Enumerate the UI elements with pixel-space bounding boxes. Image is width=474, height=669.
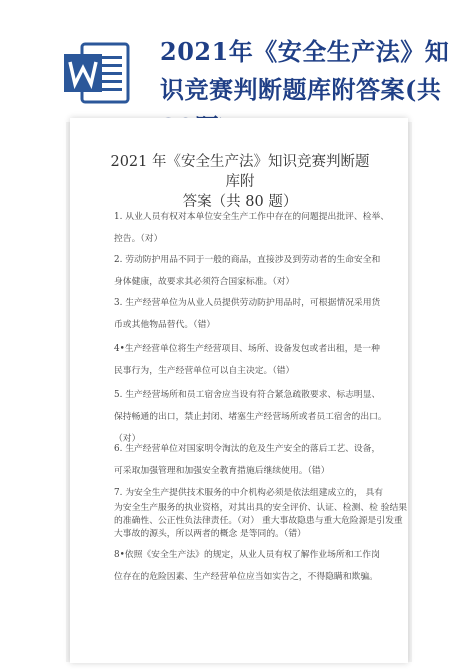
- question-item: [114, 502, 408, 541]
- document-title: [105, 152, 375, 212]
- question-item: [114, 482, 384, 504]
- question-line: 为安全生产服务的执业资格，对其出具的安全评价、认证、检测、检 验结果: [114, 503, 408, 513]
- question-line: 的准确性、公正性负法律责任。（对） 重大事故隐患与重大危险源是引发重: [114, 516, 403, 526]
- question-line: 5. 生产经营场所和员工宿舍应当设有符合紧急疏散要求、标志明显、: [114, 390, 381, 400]
- question-item: [114, 338, 380, 382]
- question-line: 民事行为，生产经营单位可以自主决定。（错）: [114, 366, 295, 376]
- header: [0, 0, 474, 118]
- question-line: 4•生产经营单位将生产经营项目、场所、设备发包或者出租，是一种: [114, 344, 380, 354]
- header-title-line-1: 2021年《安全生产法》知: [160, 37, 450, 66]
- question-line: 币或其他物品替代。（错）: [114, 320, 216, 330]
- question-line: （对）: [114, 434, 141, 444]
- question-line: 可采取加强管理和加强安全教育措施后继续使用。（错）: [114, 466, 330, 476]
- question-line: 6. 生产经营单位对国家明令淘汰的危及生产安全的落后工艺、设备，: [114, 444, 381, 454]
- question-item: [114, 438, 381, 482]
- question-line: 大事故的源头，所以两者的概念 是等同的。（错）: [114, 529, 306, 539]
- document-page: [70, 118, 408, 663]
- question-line: 身体健康，故要求其必须符合国家标准。（对）: [114, 277, 295, 287]
- question-line: 7. 为安全生产提供技术服务的中介机构必须是依法组建成立的， 具有: [114, 488, 384, 498]
- question-line: 2. 劳动防护用品不同于一般的商品，直接涉及到劳动者的生命安全和: [114, 255, 381, 265]
- question-line: 1. 从业人员有权对本单位安全生产工作中存在的问题提出批评、检举、: [114, 212, 390, 222]
- question-item: [114, 206, 390, 250]
- question-line: 3. 生产经营单位为从业人员提供劳动防护用品时，可根据情况采用货: [114, 298, 381, 308]
- question-line: 保持畅通的出口，禁止封闭、堵塞生产经营场所或者员工宿舍的出口。: [114, 412, 387, 422]
- question-line: 控告。（对）: [114, 234, 163, 244]
- question-item: [114, 292, 381, 336]
- question-item: [114, 249, 381, 293]
- word-document-icon: [62, 40, 132, 106]
- question-line: 8•依照《安全生产法》的规定，从业人员有权了解作业场所和工作岗: [114, 550, 380, 560]
- question-line: 位存在的危险因素、生产经营单位应当如实告之，不得隐瞒和欺骗。: [114, 572, 378, 582]
- document-title-line-1: 2021 年《安全生产法》知识竞赛判断题库附: [110, 154, 370, 190]
- header-title-line-2: 识竞赛判断题库附答案(共: [160, 75, 442, 104]
- question-item: [114, 544, 380, 588]
- document-title-line-2: 答案（共 80 题）: [182, 194, 298, 210]
